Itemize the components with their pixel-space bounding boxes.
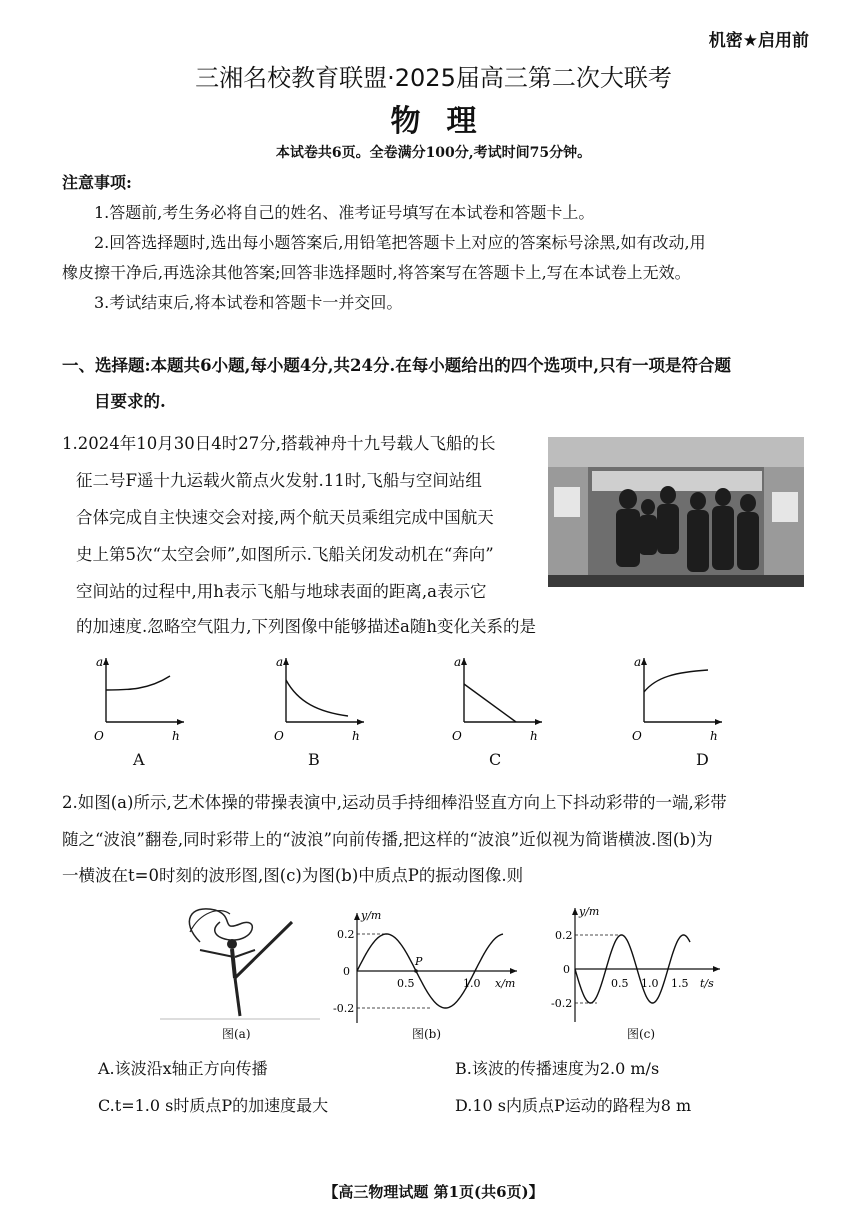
q2-line-1: 2.如图(a)所示,艺术体操的带操表演中,运动员手持细棒沿竖直方向上下抖动彩带的一端,彩带	[62, 793, 727, 812]
figure-c-vibration	[545, 900, 725, 1024]
q1-line-3: 合体完成自主快速交会对接,两个航天员乘组完成中国航天	[76, 508, 494, 527]
figure-b-waveform	[327, 905, 527, 1025]
paper-info: 本试卷共6页。全卷满分100分,考试时间75分钟。	[275, 145, 592, 161]
notes-heading: 注意事项:	[62, 173, 132, 192]
figure-c-x-label: t/s	[700, 977, 714, 990]
graph-a-x-label: h	[172, 729, 180, 743]
figure-c-origin: 0	[563, 963, 570, 976]
q2-option-a: A.该波沿x轴正方向传播	[98, 1059, 268, 1078]
figure-c-xtick-3: 1.5	[671, 977, 689, 990]
figure-a-gymnast	[160, 902, 320, 1022]
q1-line-4: 史上第5次“太空会师”,如图所示.飞船关闭发动机在“奔向”	[76, 545, 494, 564]
figure-c-y-label: y/m	[579, 905, 600, 918]
graph-a-origin: O	[94, 729, 104, 743]
figure-b-xtick-2: 1.0	[463, 977, 481, 990]
section-heading-line-1: 一、选择题:本题共6小题,每小题4分,共24分.在每小题给出的四个选项中,只有一项是符合题	[62, 356, 731, 375]
figure-b-point-p: P	[415, 955, 423, 968]
q1-line-5: 空间站的过程中,用h表示飞船与地球表面的距离,a表示它	[76, 582, 487, 601]
graph-c-label: C	[489, 750, 502, 769]
figure-b-origin: 0	[343, 965, 350, 978]
q2-option-c: C.t=1.0 s时质点P的加速度最大	[98, 1096, 329, 1115]
figure-b-ytick-pos: 0.2	[337, 928, 355, 941]
graph-d-x-label: h	[710, 729, 718, 743]
graph-a-y-label: a	[96, 655, 104, 669]
q1-line-1: 1.2024年10月30日4时27分,搭载神舟十九号载人飞船的长	[62, 434, 496, 453]
space-station-image	[548, 437, 804, 587]
figure-c-ytick-neg: -0.2	[551, 997, 573, 1010]
graph-d	[626, 652, 726, 744]
figure-c-caption: 图(c)	[627, 1027, 656, 1041]
graph-b	[268, 652, 368, 744]
subject-title: 物理	[390, 104, 503, 139]
graph-b-y-label: a	[276, 655, 284, 669]
graph-c-y-label: a	[454, 655, 462, 669]
figure-a-caption: 图(a)	[222, 1027, 251, 1041]
figure-b-ytick-neg: -0.2	[333, 1002, 355, 1015]
exam-title: 三湘名校教育联盟·2025届高三第二次大联考	[195, 64, 672, 92]
graph-b-origin: O	[274, 729, 284, 743]
figure-c-ytick-pos: 0.2	[555, 929, 573, 942]
figure-b-y-label: y/m	[361, 909, 382, 922]
astronauts-photo	[548, 437, 804, 587]
graph-c-x-label: h	[530, 729, 538, 743]
graph-a	[88, 652, 188, 744]
figure-b-x-label: x/m	[495, 977, 516, 990]
confidential-label: 机密★启用前	[708, 31, 809, 51]
section-heading-line-2: 目要求的.	[94, 392, 166, 411]
graph-c-origin: O	[452, 729, 462, 743]
graph-b-x-label: h	[352, 729, 360, 743]
q1-line-6: 的加速度.忽略空气阻力,下列图像中能够描述a随h变化关系的是	[76, 617, 536, 636]
graph-d-origin: O	[632, 729, 642, 743]
graph-d-label: D	[696, 750, 709, 769]
q2-line-2: 随之“波浪”翻卷,同时彩带上的“波浪”向前传播,把这样的“波浪”近似视为简谐横波.图(b)为	[62, 830, 713, 849]
q2-option-d: D.10 s内质点P运动的路程为8 m	[455, 1096, 692, 1115]
q1-line-2: 征二号F遥十九运载火箭点火发射.11时,飞船与空间站组	[76, 471, 482, 490]
figure-c-xtick-2: 1.0	[641, 977, 659, 990]
graph-b-label: B	[308, 750, 320, 769]
notes-item-2-line-1: 2.回答选择题时,选出每小题答案后,用铅笔把答题卡上对应的答案标号涂黑,如有改动,用	[94, 233, 706, 252]
figure-b-xtick-1: 0.5	[397, 977, 415, 990]
notes-item-2-line-2: 橡皮擦干净后,再选涂其他答案;回答非选择题时,将答案写在答题卡上,写在本试卷上无效。	[62, 263, 691, 282]
notes-item-3: 3.考试结束后,将本试卷和答题卡一并交回。	[94, 293, 403, 312]
graph-a-label: A	[133, 750, 145, 769]
graph-c	[446, 652, 546, 744]
q2-line-3: 一横波在t=0时刻的波形图,图(c)为图(b)中质点P的振动图像.则	[62, 866, 524, 885]
figure-c-xtick-1: 0.5	[611, 977, 629, 990]
q2-option-b: B.该波的传播速度为2.0 m/s	[455, 1059, 660, 1078]
page-footer: 【高三物理试题 第1页(共6页)】	[323, 1183, 544, 1201]
graph-d-y-label: a	[634, 655, 642, 669]
notes-item-1: 1.答题前,考生务必将自己的姓名、准考证号填写在本试卷和答题卡上。	[94, 203, 595, 222]
figure-b-caption: 图(b)	[412, 1027, 442, 1041]
